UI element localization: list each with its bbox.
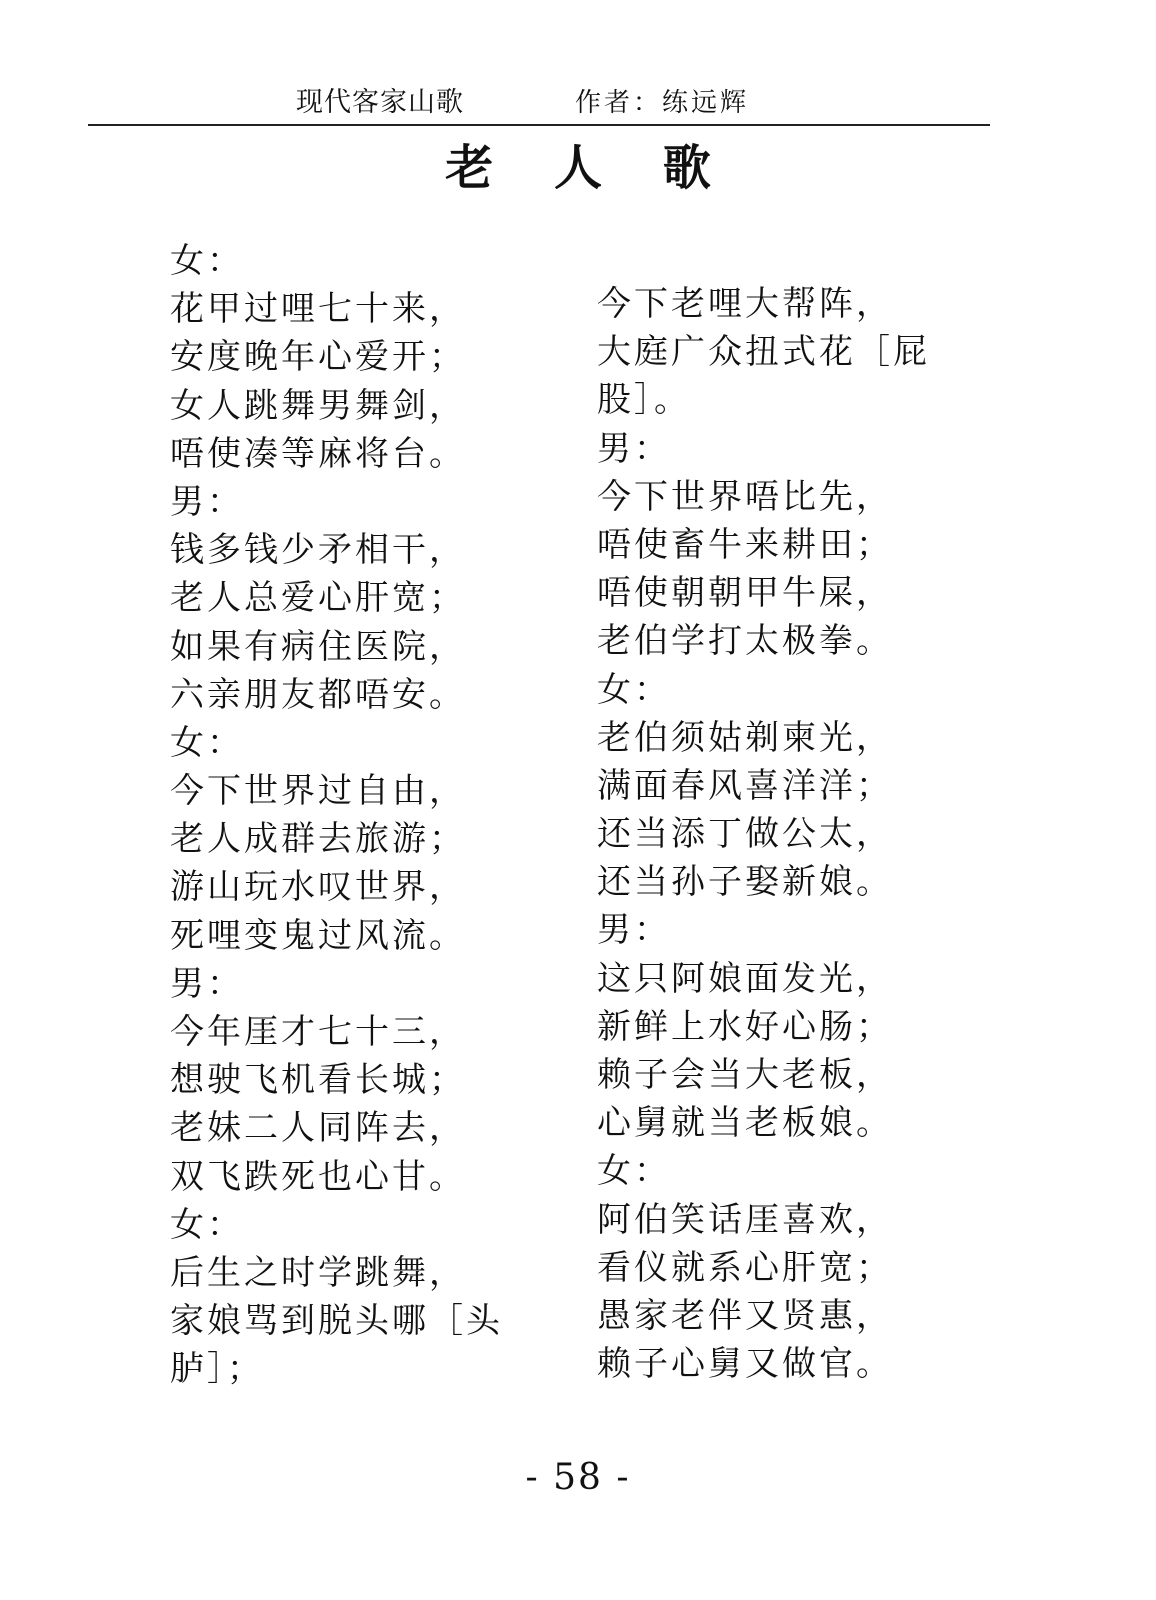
verse-line: 满面春风喜洋洋； bbox=[597, 765, 893, 806]
verse-line: 今下世界过自由， bbox=[170, 771, 466, 812]
verse-line: 六亲朋友都唔安。 bbox=[170, 674, 466, 715]
verse-line: 心舅就当老板娘。 bbox=[597, 1103, 893, 1144]
verse-line: 游山玩水叹世界， bbox=[170, 867, 466, 908]
verse-line: 男： bbox=[597, 428, 671, 469]
verse-line: 阿伯笑话厓喜欢， bbox=[597, 1199, 893, 1240]
verse-line: 老人成群去旅游； bbox=[170, 819, 466, 860]
verse-line: 女： bbox=[597, 1151, 671, 1192]
verse-line: 赖子会当大老板， bbox=[597, 1055, 893, 1095]
page-number: - 58 - bbox=[525, 1457, 631, 1498]
verse-line: 女： bbox=[170, 1204, 244, 1245]
verse-line: 今下老哩大帮阵， bbox=[597, 284, 893, 324]
verse-line: 如果有病住医院， bbox=[170, 626, 466, 667]
verse-line: 唔使凑等麻将台。 bbox=[170, 433, 466, 474]
verse-line: 男： bbox=[597, 910, 671, 951]
header-author: 作者：练远辉 bbox=[575, 88, 750, 118]
verse-line: 大庭广众扭式花［屁 bbox=[597, 332, 930, 373]
header-book-title: 现代客家山歌 bbox=[296, 87, 464, 118]
poem-title: 老 人 歌 bbox=[445, 140, 733, 196]
verse-line: 后生之时学跳舞， bbox=[170, 1252, 466, 1293]
verse-line: 老妹二人同阵去， bbox=[170, 1108, 466, 1149]
verse-line: 安度晚年心爱开； bbox=[170, 337, 466, 378]
verse-line: 家娘骂到脱头哪［头 bbox=[170, 1301, 503, 1342]
verse-line: 男： bbox=[170, 481, 244, 522]
verse-line: 老伯须姑剃柬光， bbox=[597, 717, 893, 758]
verse-line: 愚家老伴又贤惠， bbox=[597, 1295, 893, 1336]
verse-line: 钱多钱少矛相干， bbox=[170, 530, 466, 571]
left-column bbox=[170, 237, 560, 1394]
verse-line: 这只阿娘面发光， bbox=[597, 958, 893, 999]
verse-line: 女人跳舞男舞剑， bbox=[170, 385, 466, 426]
verse-line: 还当添丁做公太， bbox=[597, 814, 893, 855]
verse-line: 今年厓才七十三， bbox=[170, 1012, 466, 1052]
verse-line: 老伯学打太极拳。 bbox=[597, 621, 893, 662]
verse-line: 女： bbox=[597, 669, 671, 710]
right-column bbox=[597, 280, 987, 1388]
verse-line: 死哩变鬼过风流。 bbox=[170, 915, 466, 956]
verse-line: 新鲜上水好心肠； bbox=[597, 1006, 893, 1047]
verse-line: 女： bbox=[170, 241, 244, 281]
verse-line: 想驶飞机看长城； bbox=[170, 1060, 466, 1101]
verse-line: 唔使朝朝甲牛屎， bbox=[597, 573, 893, 614]
verse-line: 老人总爱心肝宽； bbox=[170, 578, 466, 619]
verse-line: 双飞跌死也心甘。 bbox=[170, 1156, 466, 1197]
verse-line: 唔使畜牛来耕田； bbox=[597, 524, 893, 565]
verse-line: 花甲过哩七十来， bbox=[170, 289, 466, 330]
verse-line: 胪］； bbox=[170, 1349, 264, 1390]
verse-line: 今下世界唔比先， bbox=[597, 476, 893, 517]
verse-line: 还当孙子娶新娘。 bbox=[597, 862, 893, 903]
verse-line: 股］。 bbox=[597, 380, 691, 421]
verse-line: 男： bbox=[170, 963, 244, 1004]
verse-line: 看仪就系心肝宽； bbox=[597, 1247, 893, 1288]
verse-line: 赖子心舅又做官。 bbox=[597, 1344, 893, 1385]
verse-line: 女： bbox=[170, 722, 244, 763]
running-header bbox=[88, 84, 990, 126]
